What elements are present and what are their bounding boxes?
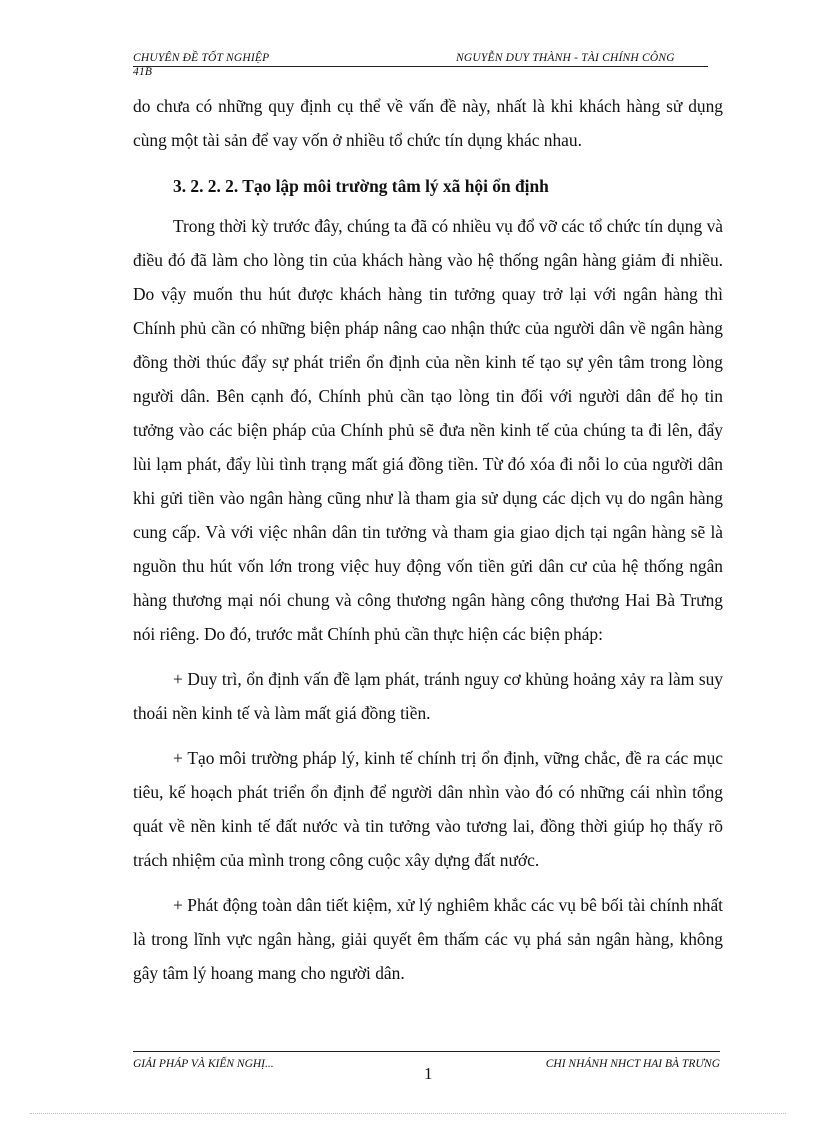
page-edge: [30, 1113, 786, 1114]
header-continuation: 41B: [133, 66, 153, 78]
section-heading: 3. 2. 2. 2. Tạo lập môi trường tâm lý xã hội ổn định: [173, 176, 549, 196]
footer-left: GIẢI PHÁP VÀ KIẾN NGHỊ...: [133, 1058, 274, 1070]
body-text: [133, 89, 723, 990]
footer-rule: [133, 1051, 720, 1052]
intro-paragraph: do chưa có những quy định cụ thể về vấn đề này, nhất là khi khách hàng sử dụng cùng một tài sản để vay vốn ở nhiều tổ chức tín dụng khác nhau.: [133, 96, 723, 150]
paragraph-1: Trong thời kỳ trước đây, chúng ta đã có nhiều vụ đổ vỡ các tổ chức tín dụng và điều đó đã làm cho lòng tin của khách hàng vào hệ thống ngân hàng giảm đi nhiều. Do vậy muốn thu hút được khách hàng tin tưởng quay trở lại với ngân hàng thì Chính phủ cần có những biện pháp nâng cao nhận thức của người dân về ngân hàng đồng thời thúc đẩy sự phát triển ổn định của nền kinh tế tạo sự yên tâm trong lòng người dân. Bên cạnh đó, Chính phủ cần tạo lòng tin đối với người dân để họ tin tưởng vào các biện pháp của Chính phủ sẽ đưa nền kinh tế của chúng ta đi lên, đẩy lùi lạm phát, đẩy lùi tình trạng mất giá đồng tiền. Từ đó xóa đi nỗi lo của người dân khi gửi tiền vào ngân hàng cũng như là tham gia sử dụng các dịch vụ do ngân hàng cung cấp. Và với việc nhân dân tin tưởng và tham gia giao dịch tại ngân hàng sẽ là nguồn thu hút vốn lớn trong việc huy động vốn tiền gửi dân cư của hệ thống ngân hàng thương mại nói chung và công thương ngân hàng công thương Hai Bà Trưng nói riêng. Do đó, trước mắt Chính phủ cần thực hiện các biện pháp:: [133, 216, 723, 644]
page-number: 1: [424, 1064, 433, 1083]
header-left: CHUYÊN ĐỀ TỐT NGHIỆP: [133, 52, 270, 64]
header-right: NGUYỄN DUY THÀNH - TÀI CHÍNH CÔNG: [456, 52, 675, 64]
footer-right: CHI NHÁNH NHCT HAI BÀ TRƯNG: [545, 1058, 720, 1070]
header-rule: [133, 66, 708, 67]
bullet-2: + Tạo môi trường pháp lý, kinh tế chính trị ổn định, vững chắc, đề ra các mục tiêu, kế hoạch phát triển ổn định để người dân nhìn vào đó có những cái nhìn tổng quát về nền kinh tế đất nước và tin tưởng vào tương lai, đồng thời giúp họ thấy rõ trách nhiệm của mình trong công cuộc xây dựng đất nước.: [133, 748, 723, 870]
bullet-1: + Duy trì, ổn định vấn đề lạm phát, tránh nguy cơ khủng hoảng xảy ra làm suy thoái nền kinh tế và làm mất giá đồng tiền.: [133, 669, 723, 723]
bullet-3: + Phát động toàn dân tiết kiệm, xử lý nghiêm khắc các vụ bê bối tài chính nhất là trong lĩnh vực ngân hàng, giải quyết êm thấm các vụ phá sản ngân hàng, không gây tâm lý hoang mang cho người dân.: [133, 895, 723, 983]
